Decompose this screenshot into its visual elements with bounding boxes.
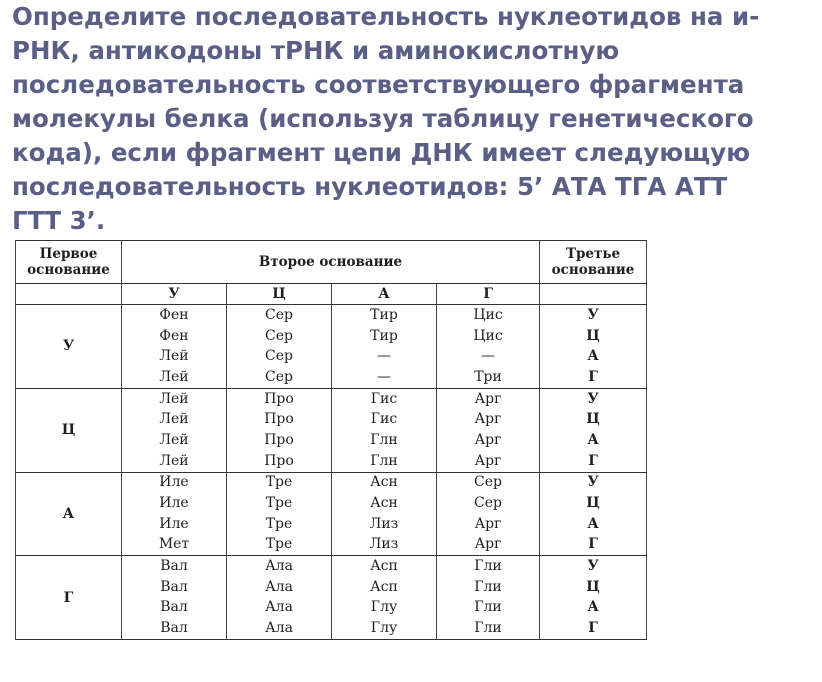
third-base-cell: Г	[540, 367, 647, 388]
first-base-cell: Ц	[16, 388, 122, 472]
amino-acid-cell: Сер	[227, 305, 332, 326]
amino-acid-cell: Лей	[122, 346, 227, 367]
amino-acid-cell: Глу	[332, 598, 437, 619]
amino-acid-cell: Глу	[332, 618, 437, 639]
amino-acid-cell: Тир	[332, 305, 437, 326]
table-row	[16, 556, 647, 577]
third-base-cell: У	[540, 472, 647, 493]
amino-acid-cell: Вал	[122, 598, 227, 619]
amino-acid-cell: Мет	[122, 535, 227, 556]
amino-acid-cell: Глн	[332, 451, 437, 472]
third-base-cell: Г	[540, 451, 647, 472]
amino-acid-cell: Ала	[227, 556, 332, 577]
amino-acid-cell: Арг	[437, 430, 540, 451]
amino-acid-cell: Про	[227, 409, 332, 430]
first-base-cell: А	[16, 472, 122, 556]
third-base-cell: А	[540, 514, 647, 535]
amino-acid-cell: Глн	[332, 430, 437, 451]
amino-acid-cell: Тре	[227, 493, 332, 514]
amino-acid-cell: Цис	[437, 326, 540, 347]
amino-acid-cell: —	[332, 346, 437, 367]
third-base-cell: У	[540, 305, 647, 326]
third-base-cell: Г	[540, 618, 647, 639]
amino-acid-cell: —	[332, 367, 437, 388]
first-base-cell: У	[16, 305, 122, 389]
amino-acid-cell: Гис	[332, 388, 437, 409]
task-line: РНК, антикодоны тРНК и аминокислотную	[12, 36, 620, 65]
amino-acid-cell: —	[437, 346, 540, 367]
amino-acid-cell: Гли	[437, 618, 540, 639]
third-base-cell: Ц	[540, 326, 647, 347]
amino-acid-cell: Ала	[227, 598, 332, 619]
amino-acid-cell: Вал	[122, 556, 227, 577]
amino-acid-cell: Лей	[122, 430, 227, 451]
second-base-label: А	[332, 284, 437, 305]
amino-acid-cell: Лей	[122, 451, 227, 472]
amino-acid-cell: Гли	[437, 598, 540, 619]
amino-acid-cell: Лей	[122, 409, 227, 430]
amino-acid-cell: Ала	[227, 577, 332, 598]
amino-acid-cell: Тре	[227, 535, 332, 556]
table-row	[16, 305, 647, 326]
amino-acid-cell: Арг	[437, 514, 540, 535]
amino-acid-cell: Иле	[122, 493, 227, 514]
task-line: последовательность соответствующего фрагмента	[12, 70, 745, 99]
amino-acid-cell: Асн	[332, 493, 437, 514]
amino-acid-cell: Гис	[332, 409, 437, 430]
amino-acid-cell: Лиз	[332, 535, 437, 556]
third-base-cell: Ц	[540, 577, 647, 598]
header-third-base: Третье основание	[540, 241, 647, 284]
amino-acid-cell: Сер	[437, 472, 540, 493]
amino-acid-cell: Иле	[122, 472, 227, 493]
amino-acid-cell: Асп	[332, 556, 437, 577]
task-line: кода), если фрагмент цепи ДНК имеет следующую	[12, 138, 751, 167]
amino-acid-cell: Про	[227, 430, 332, 451]
amino-acid-cell: Асн	[332, 472, 437, 493]
amino-acid-cell: Про	[227, 451, 332, 472]
third-base-cell: А	[540, 430, 647, 451]
amino-acid-cell: Тир	[332, 326, 437, 347]
task-line: ГТТ 3’.	[12, 206, 106, 235]
second-base-label: Г	[437, 284, 540, 305]
amino-acid-cell: Асп	[332, 577, 437, 598]
amino-acid-cell: Сер	[227, 326, 332, 347]
amino-acid-cell: Цис	[437, 305, 540, 326]
third-base-cell: А	[540, 598, 647, 619]
amino-acid-cell: Арг	[437, 409, 540, 430]
second-base-label: Ц	[227, 284, 332, 305]
amino-acid-cell: Фен	[122, 326, 227, 347]
amino-acid-cell: Вал	[122, 577, 227, 598]
table-row	[16, 472, 647, 493]
amino-acid-cell: Сер	[227, 346, 332, 367]
amino-acid-cell: Тре	[227, 472, 332, 493]
header-first-base: Первое основание	[16, 241, 122, 284]
task-line: молекулы белка (используя таблицу генетического	[12, 104, 754, 133]
third-base-cell: Г	[540, 535, 647, 556]
third-base-cell: У	[540, 388, 647, 409]
subheader-empty	[16, 284, 122, 305]
amino-acid-cell: Ала	[227, 618, 332, 639]
amino-acid-cell: Вал	[122, 618, 227, 639]
third-base-cell: А	[540, 346, 647, 367]
amino-acid-cell: Арг	[437, 535, 540, 556]
amino-acid-cell: Про	[227, 388, 332, 409]
amino-acid-cell: Фен	[122, 305, 227, 326]
third-base-cell: Ц	[540, 493, 647, 514]
subheader-empty	[540, 284, 647, 305]
task-line: последовательность нуклеотидов: 5’ АТА ТГА АТТ	[12, 172, 728, 201]
amino-acid-cell: Сер	[227, 367, 332, 388]
first-base-cell: Г	[16, 556, 122, 640]
amino-acid-cell: Арг	[437, 388, 540, 409]
amino-acid-cell: Тре	[227, 514, 332, 535]
amino-acid-cell: Сер	[437, 493, 540, 514]
table-row	[16, 388, 647, 409]
second-base-label: У	[122, 284, 227, 305]
amino-acid-cell: Три	[437, 367, 540, 388]
amino-acid-cell: Лей	[122, 367, 227, 388]
third-base-cell: Ц	[540, 409, 647, 430]
third-base-cell: У	[540, 556, 647, 577]
amino-acid-cell: Гли	[437, 577, 540, 598]
task-text	[12, 0, 812, 238]
amino-acid-cell: Иле	[122, 514, 227, 535]
header-second-base: Второе основание	[122, 241, 540, 284]
amino-acid-cell: Лей	[122, 388, 227, 409]
amino-acid-cell: Гли	[437, 556, 540, 577]
task-line: Определите последовательность нуклеотидов на и-	[12, 2, 760, 31]
amino-acid-cell: Арг	[437, 451, 540, 472]
amino-acid-cell: Лиз	[332, 514, 437, 535]
genetic-code-table	[15, 240, 647, 640]
